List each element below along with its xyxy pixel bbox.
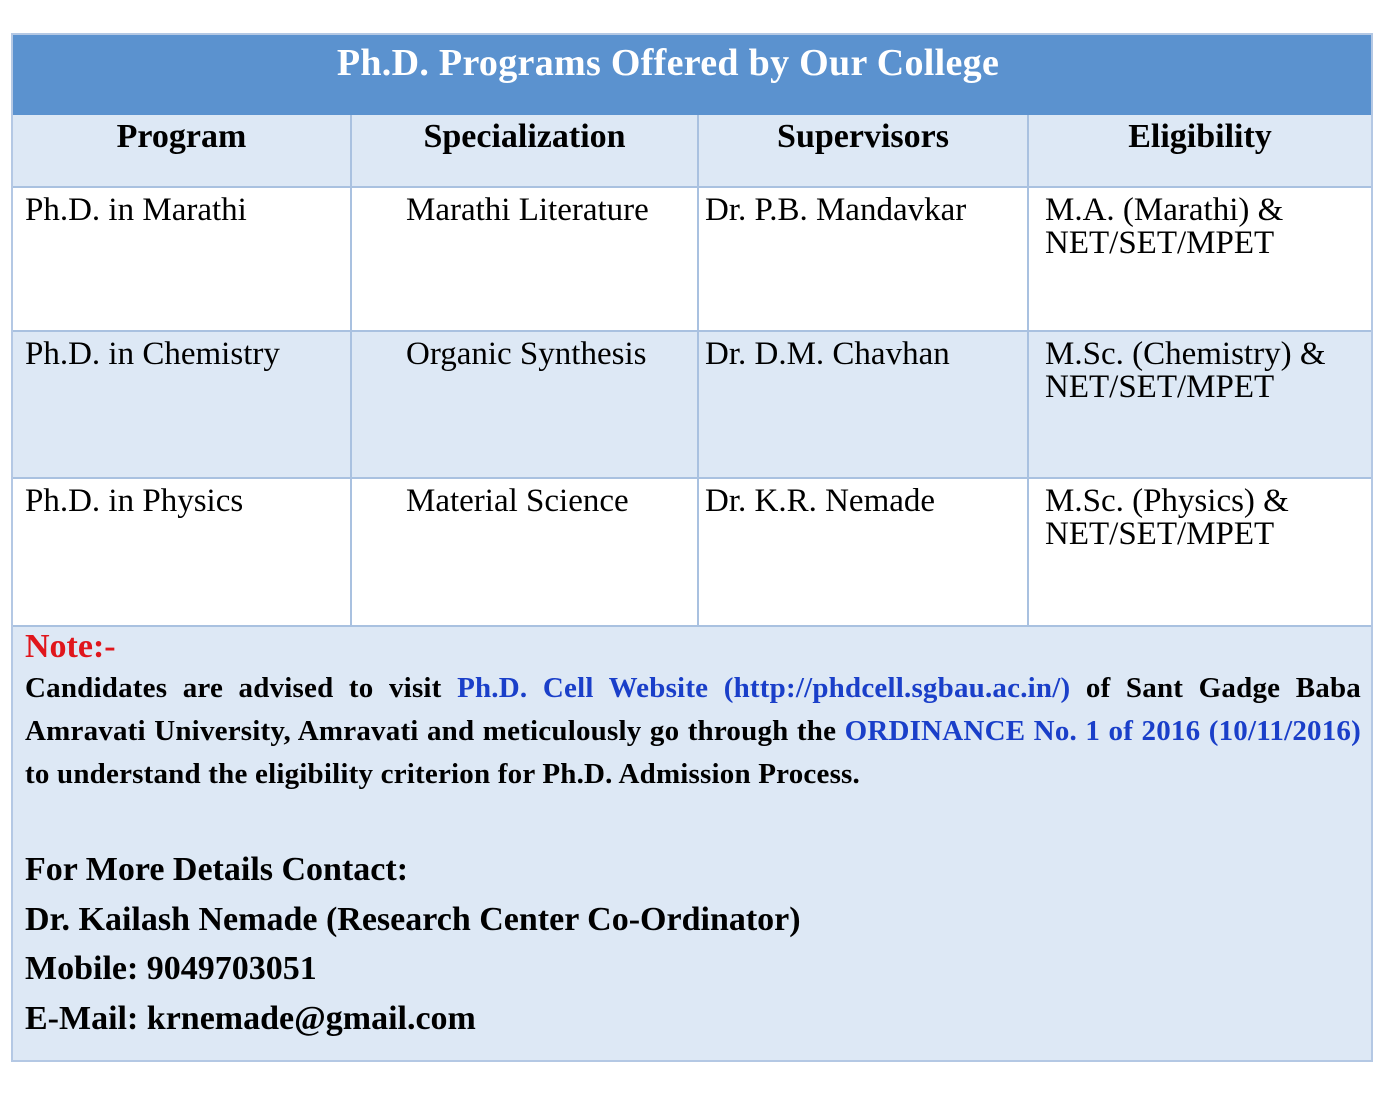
note-text-part: of Sant Gadge Baba Amravati University, Amravati and meticulously go through the	[25, 672, 1361, 747]
programs-panel	[11, 33, 1373, 1062]
note-text-part: to understand the eligibility criterion for Ph.D. Admission Process.	[25, 758, 860, 790]
supervisor-name: Dr. D.M. Chavhan	[705, 336, 950, 372]
header-specialization: Specialization	[351, 115, 698, 187]
cell-specialization	[351, 478, 698, 626]
phd-cell-website-link[interactable]: Ph.D. Cell Website (http://phdcell.sgbau.ac.in/)	[457, 672, 1071, 704]
specialization-name: Organic Synthesis	[406, 336, 647, 372]
title-bar	[13, 35, 1371, 115]
programs-table	[13, 115, 1371, 627]
header-eligibility: Eligibility	[1028, 115, 1371, 187]
cell-eligibility	[1028, 331, 1371, 478]
eligibility-degree: M.Sc. (Physics) &	[1045, 483, 1289, 519]
eligibility-exam: NET/SET/MPET	[1045, 225, 1275, 261]
table-header-row	[13, 115, 1371, 187]
table-row	[13, 187, 1371, 331]
eligibility-degree: M.Sc. (Chemistry) &	[1045, 336, 1326, 372]
page-title: Ph.D. Programs Offered by Our College	[336, 42, 1000, 84]
table-row	[13, 478, 1371, 626]
note-text-part: Candidates are advised to visit	[25, 672, 458, 704]
program-name: Ph.D. in Chemistry	[25, 336, 280, 372]
program-name: Ph.D. in Marathi	[25, 192, 247, 228]
note-text	[25, 667, 1361, 796]
cell-specialization	[351, 331, 698, 478]
contact-person: Dr. Kailash Nemade (Research Center Co-Ordinator)	[25, 900, 801, 938]
contact-heading: For More Details Contact:	[25, 851, 409, 888]
cell-supervisor	[698, 331, 1028, 478]
eligibility-degree: M.A. (Marathi) &	[1045, 192, 1284, 228]
cell-program	[13, 187, 351, 331]
specialization-name: Marathi Literature	[406, 192, 649, 228]
supervisor-name: Dr. P.B. Mandavkar	[705, 192, 967, 228]
cell-supervisor	[698, 187, 1028, 331]
supervisor-name: Dr. K.R. Nemade	[705, 483, 936, 519]
ordinance-link[interactable]: ORDINANCE No. 1 of 2016 (10/11/2016)	[844, 715, 1361, 747]
cell-program	[13, 478, 351, 626]
cell-eligibility	[1028, 187, 1371, 331]
contact-email: E-Mail: krnemade@gmail.com	[25, 999, 476, 1037]
header-supervisors: Supervisors	[698, 115, 1028, 187]
cell-eligibility	[1028, 478, 1371, 626]
note-label: Note:-	[25, 628, 116, 665]
header-program: Program	[13, 115, 351, 187]
cell-supervisor	[698, 478, 1028, 626]
table-row	[13, 331, 1371, 478]
cell-specialization	[351, 187, 698, 331]
eligibility-exam: NET/SET/MPET	[1045, 516, 1275, 552]
specialization-name: Material Science	[406, 483, 629, 519]
note-section	[25, 627, 1361, 796]
cell-program	[13, 331, 351, 478]
contact-section	[25, 845, 1225, 1043]
eligibility-exam: NET/SET/MPET	[1045, 369, 1275, 405]
contact-mobile: Mobile: 9049703051	[25, 950, 317, 987]
program-name: Ph.D. in Physics	[25, 483, 244, 519]
